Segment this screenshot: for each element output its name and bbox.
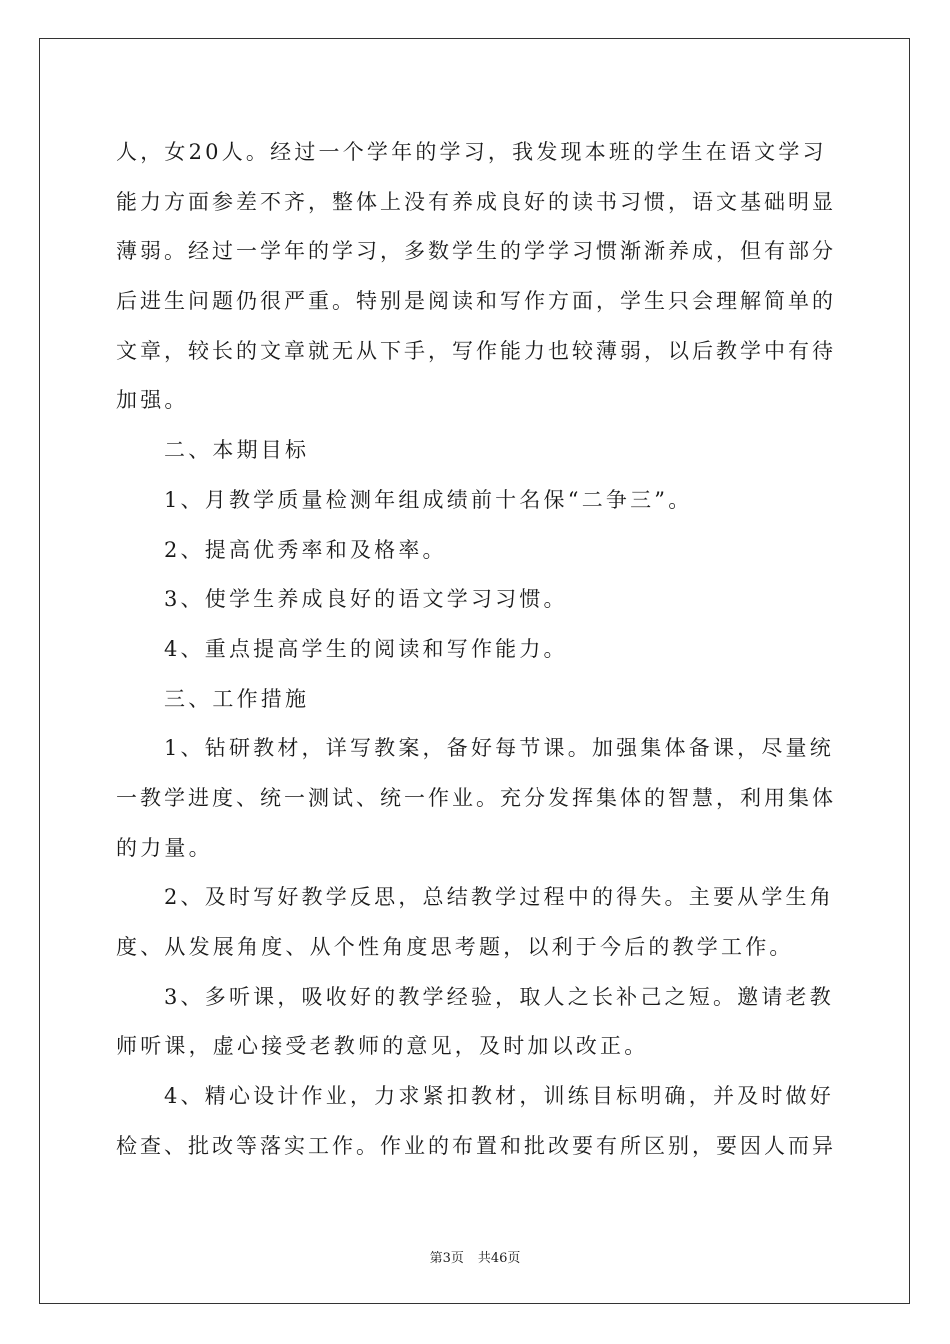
text-line: 加强。 <box>116 388 189 413</box>
text-line: 薄弱。经过一学年的学习，多数学生的学学习惯渐渐养成，但有部分 <box>116 239 836 264</box>
text-line: 度、从发展角度、从个性角度思考题，以利于今后的教学工作。 <box>116 935 794 959</box>
text-line: 人，女20人。经过一个学年的学习，我发现本班的学生在语文学习 <box>116 140 827 164</box>
text-line: 3、使学生养成良好的语文学习习惯。 <box>164 587 568 612</box>
text-line: 1、钻研教材，详写教案，备好每节课。加强集体备课，尽量统 <box>164 736 834 761</box>
text-line: 二、本期目标 <box>164 438 310 463</box>
page-total: 共46页 <box>477 1251 521 1266</box>
text-line: 1、月教学质量检测年组成绩前十名保“二争三”。 <box>164 487 693 512</box>
text-line: 检查、批改等落实工作。作业的布置和批改要有所区别，要因人而异 <box>116 1133 836 1158</box>
document-body <box>116 128 836 1171</box>
page-footer <box>0 1247 950 1266</box>
text-line: 的力量。 <box>116 835 213 860</box>
text-line: 能力方面参差不齐，整体上没有养成良好的读书习惯，语文基础明显 <box>116 189 836 214</box>
text-line: 三、工作措施 <box>164 686 310 711</box>
text-line: 3、多听课，吸收好的教学经验，取人之长补己之短。邀请老教 <box>164 984 834 1009</box>
text-line: 文章，较长的文章就无从下手，写作能力也较薄弱，以后教学中有待 <box>116 338 836 363</box>
text-line: 一教学进度、统一测试、统一作业。充分发挥集体的智慧，利用集体 <box>116 785 836 810</box>
text-line: 师听课，虚心接受老教师的意见，及时加以改正。 <box>116 1034 649 1059</box>
text-line: 4、重点提高学生的阅读和写作能力。 <box>164 636 568 661</box>
text-line: 2、提高优秀率和及格率。 <box>164 537 447 562</box>
page-number: 第3页 <box>429 1251 464 1266</box>
text-line: 4、精心设计作业，力求紧扣教材，训练目标明确，并及时做好 <box>164 1084 834 1109</box>
text-line: 2、及时写好教学反思，总结教学过程中的得失。主要从学生角 <box>164 885 834 910</box>
text-line: 后进生问题仍很严重。特别是阅读和写作方面，学生只会理解简单的 <box>116 289 836 314</box>
